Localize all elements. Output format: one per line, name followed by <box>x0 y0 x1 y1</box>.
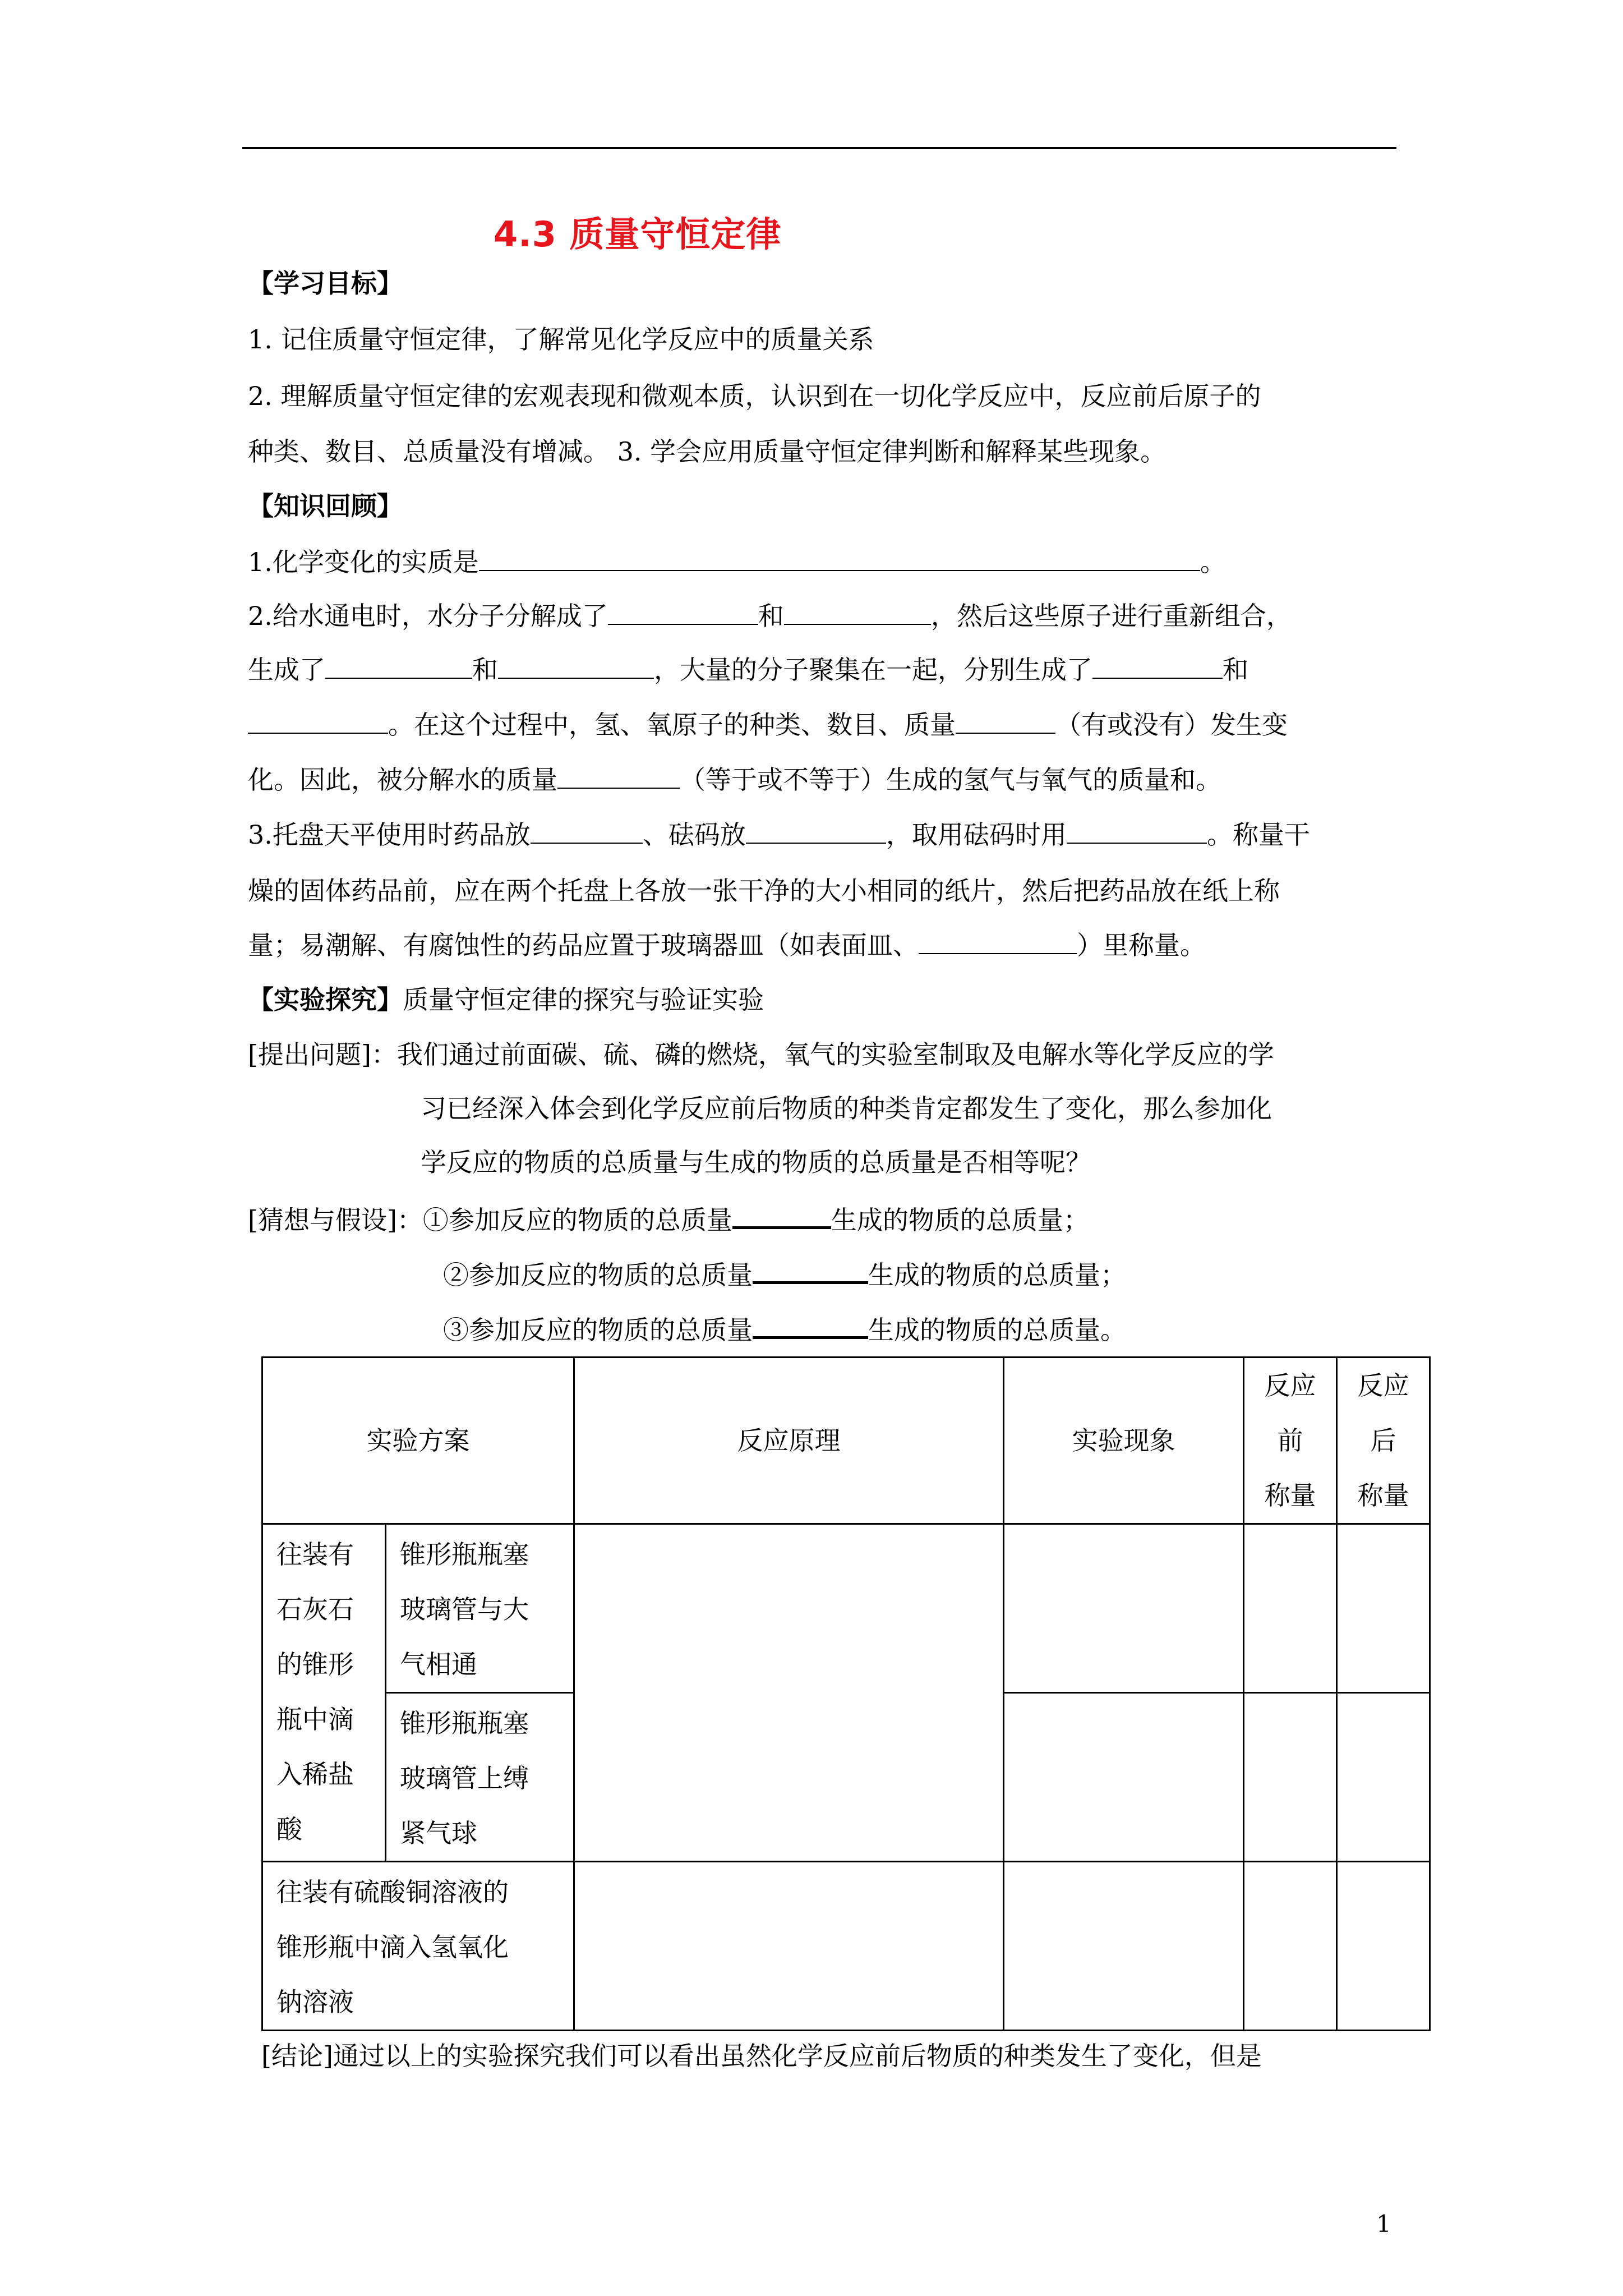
hypothesis-line-2 <box>443 1257 1126 1292</box>
goal-item-1: 1. 记住质量守恒定律，了解常见化学反应中的质量关系 <box>248 324 874 355</box>
before-weigh-cell[interactable] <box>1244 1524 1337 1693</box>
after-weigh-cell[interactable] <box>1337 1693 1430 1862</box>
before-weigh-cell[interactable] <box>1244 1693 1337 1862</box>
answer-blank[interactable] <box>1092 653 1223 679</box>
answer-blank[interactable] <box>732 1202 831 1229</box>
review-q3-line-2: 燥的固体药品前，应在两个托盘上各放一张干净的大小相同的纸片，然后把药品放在纸上称 <box>248 876 1280 906</box>
review-q2-text: （等于或不等于）生成的氢气与氧气的质量和。 <box>680 765 1221 795</box>
review-q2-text: 和 <box>758 601 784 631</box>
plan-limestone-line: 石灰石 <box>276 1594 354 1625</box>
plan-limestone-line: 入稀盐 <box>276 1759 354 1789</box>
hypothesis-text: 生成的物质的总质量； <box>868 1260 1126 1290</box>
page-number: 1 <box>1376 2210 1391 2238</box>
header-rule <box>242 147 1396 149</box>
header-after-weigh <box>1337 1358 1430 1524</box>
review-q2-text: 2.给水通电时，水分子分解成了 <box>248 601 608 631</box>
experiment-heading: 【实验探究】 <box>248 984 403 1015</box>
header-phenomenon: 实验现象 <box>1004 1358 1244 1524</box>
review-q1-end: 。 <box>1200 547 1226 577</box>
after-weigh-cell[interactable] <box>1337 1524 1430 1693</box>
plan-sub-open-line: 气相通 <box>400 1649 477 1680</box>
phenomenon-cell[interactable] <box>1004 1524 1244 1693</box>
review-q2-text: （有或没有）发生变 <box>1055 710 1288 740</box>
page-title: 4.3 质量守恒定律 <box>494 214 782 255</box>
answer-blank[interactable] <box>746 818 886 844</box>
review-q3-line-1 <box>248 818 1310 852</box>
question-line-3: 学反应的物质的总质量与生成的物质的总质量是否相等呢？ <box>421 1147 1091 1177</box>
review-q2-line-3 <box>248 708 1288 742</box>
answer-blank[interactable] <box>608 599 758 625</box>
answer-blank[interactable] <box>784 599 931 625</box>
answer-blank[interactable] <box>325 653 472 679</box>
plan-sub-open <box>386 1524 574 1693</box>
review-q3-line-3 <box>248 928 1206 962</box>
answer-blank[interactable] <box>531 818 643 844</box>
review-q2-text: ，大量的分子聚集在一起，分别生成了 <box>654 655 1092 685</box>
goals-heading: 【学习目标】 <box>248 268 403 298</box>
review-q2-line-1 <box>248 599 1292 633</box>
review-q3-text: ，取用砝码时用 <box>886 820 1067 850</box>
hypothesis-label: [猜想与假设]： <box>248 1205 423 1235</box>
question-line-2: 习已经深入体会到化学反应前后物质的种类肯定都发生了变化，那么参加化 <box>421 1093 1272 1124</box>
answer-blank[interactable] <box>753 1257 868 1284</box>
review-q2-text: 生成了 <box>248 655 325 685</box>
plan-copper-sulfate-line: 往装有硫酸铜溶液的 <box>276 1877 509 1907</box>
hypothesis-text: ②参加反应的物质的总质量 <box>443 1260 753 1290</box>
goal-item-2-line-1: 2. 理解质量守恒定律的宏观表现和微观本质，认识到在一切化学反应中，反应前后原子的 <box>248 381 1261 411</box>
hypothesis-line-3 <box>443 1312 1126 1347</box>
review-q2-text: 和 <box>472 655 498 685</box>
plan-sub-open-line: 玻璃管与大 <box>400 1594 529 1625</box>
answer-blank[interactable] <box>919 928 1077 954</box>
phenomenon-cell[interactable] <box>1004 1693 1244 1862</box>
table-row <box>262 1862 1430 2031</box>
review-q3-text: ）里称量。 <box>1077 930 1206 960</box>
answer-blank[interactable] <box>479 545 1200 571</box>
table-row <box>262 1524 1430 1693</box>
question-line-1: [提出问题]：我们通过前面碳、硫、磷的燃烧，氧气的实验室制取及电解水等化学反应的学 <box>248 1039 1274 1070</box>
plan-sub-balloon-line: 紧气球 <box>400 1818 477 1848</box>
plan-limestone-line: 的锥形 <box>276 1649 354 1680</box>
plan-limestone-line: 酸 <box>276 1814 302 1844</box>
review-q2-line-4 <box>248 763 1221 797</box>
answer-blank[interactable] <box>498 653 654 679</box>
review-q3-text: 。称量干 <box>1206 820 1310 850</box>
hypothesis-line-1 <box>248 1202 1089 1237</box>
header-after-weigh-line: 称量 <box>1357 1480 1409 1511</box>
answer-blank[interactable] <box>956 708 1055 734</box>
answer-blank[interactable] <box>248 708 388 734</box>
hypothesis-text: 生成的物质的总质量； <box>831 1205 1089 1235</box>
review-q2-text: 和 <box>1223 655 1248 685</box>
header-before-weigh-line: 称量 <box>1264 1480 1316 1511</box>
plan-sub-open-line: 锥形瓶瓶塞 <box>400 1539 529 1570</box>
plan-copper-sulfate-line: 锥形瓶中滴入氢氧化 <box>276 1932 509 1962</box>
plan-limestone <box>262 1524 386 1862</box>
plan-sub-balloon-line: 玻璃管上缚 <box>400 1763 529 1793</box>
principle-cell[interactable] <box>574 1862 1004 2031</box>
header-before-weigh-line: 反应 <box>1264 1370 1316 1401</box>
hypothesis-text: 生成的物质的总质量。 <box>868 1315 1126 1345</box>
header-before-weigh <box>1244 1358 1337 1524</box>
review-q1-text: 1.化学变化的实质是 <box>248 547 479 577</box>
plan-limestone-line: 往装有 <box>276 1539 354 1570</box>
phenomenon-cell[interactable] <box>1004 1862 1244 2031</box>
experiment-heading-line <box>248 983 764 1016</box>
after-weigh-cell[interactable] <box>1337 1862 1430 2031</box>
goal-item-2-line-2: 种类、数目、总质量没有增减。 3. 学会应用质量守恒定律判断和解释某些现象。 <box>248 436 1166 467</box>
plan-sub-balloon-line: 锥形瓶瓶塞 <box>400 1708 529 1738</box>
review-q2-text: 化。因此，被分解水的质量 <box>248 765 557 795</box>
review-q1 <box>248 545 1226 579</box>
answer-blank[interactable] <box>1067 818 1207 844</box>
review-q3-text: 3.托盘天平使用时药品放 <box>248 820 531 850</box>
header-before-weigh-line: 前 <box>1277 1425 1303 1456</box>
review-q2-text: 。在这个过程中，氢、氧原子的种类、数目、质量 <box>388 710 956 740</box>
table-header-row <box>262 1358 1430 1524</box>
plan-copper-sulfate <box>262 1862 574 2031</box>
experiment-heading-text: 质量守恒定律的探究与验证实验 <box>403 984 764 1015</box>
principle-cell[interactable] <box>574 1524 1004 1862</box>
experiment-table <box>261 1356 1431 2031</box>
answer-blank[interactable] <box>557 763 680 789</box>
conclusion-text: [结论]通过以上的实验探究我们可以看出虽然化学反应前后物质的种类发生了变化，但是 <box>261 2041 1262 2071</box>
plan-limestone-line: 瓶中滴 <box>276 1704 354 1734</box>
answer-blank[interactable] <box>753 1312 868 1339</box>
review-heading: 【知识回顾】 <box>248 491 403 521</box>
review-q3-text: 、砝码放 <box>642 820 746 850</box>
header-after-weigh-line: 反应 <box>1357 1370 1409 1401</box>
hypothesis-text: ①参加反应的物质的总质量 <box>422 1205 732 1235</box>
header-after-weigh-line: 后 <box>1370 1425 1396 1456</box>
before-weigh-cell[interactable] <box>1244 1862 1337 2031</box>
plan-sub-balloon <box>386 1693 574 1862</box>
review-q2-line-2 <box>248 653 1248 687</box>
header-plan: 实验方案 <box>262 1358 574 1524</box>
plan-copper-sulfate-line: 钠溶液 <box>276 1987 354 2017</box>
review-q2-text: ，然后这些原子进行重新组合， <box>930 601 1292 631</box>
review-q3-text: 量；易潮解、有腐蚀性的药品应置于玻璃器皿（如表面皿、 <box>248 930 919 960</box>
hypothesis-text: ③参加反应的物质的总质量 <box>443 1315 753 1345</box>
header-principle: 反应原理 <box>574 1358 1004 1524</box>
